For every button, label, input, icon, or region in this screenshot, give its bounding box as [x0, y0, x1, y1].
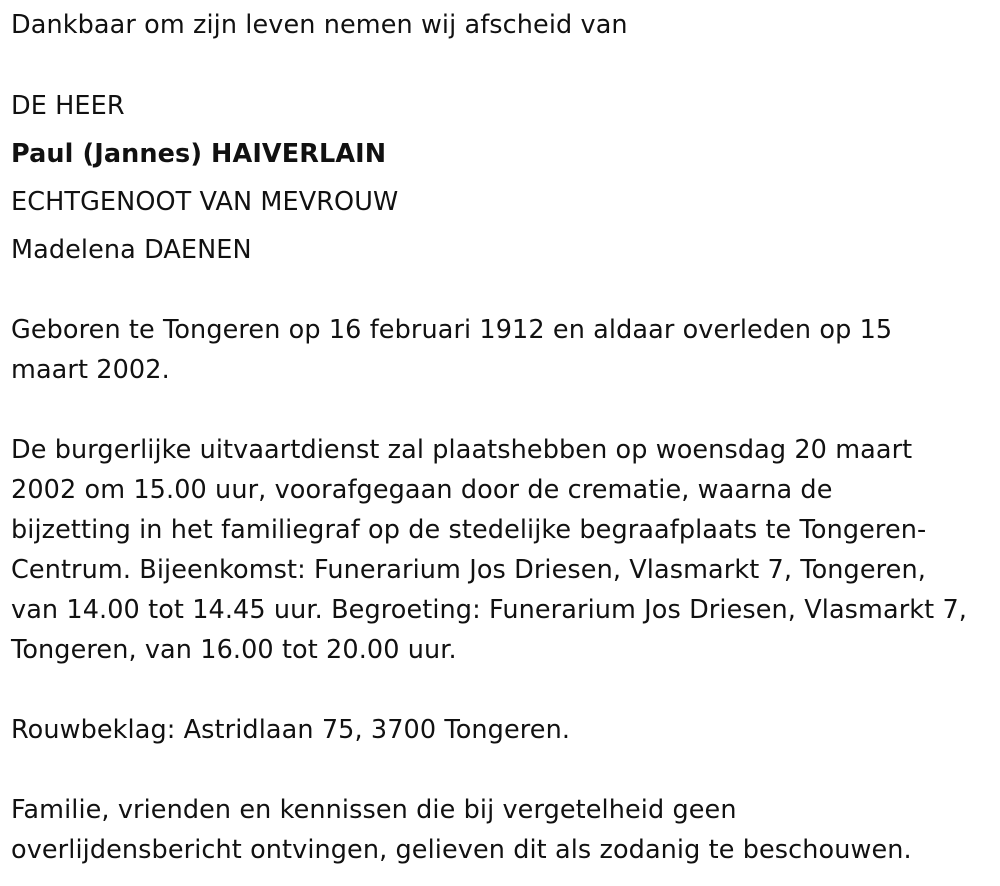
paragraph-line: bijzetting in het familiegraf op de stedelijke begraafplaats te Tongeren-: [11, 515, 927, 545]
paragraph-line: Centrum. Bijeenkomst: Funerarium Jos Driesen, Vlasmarkt 7, Tongeren,: [11, 555, 926, 585]
paragraph-line: Geboren te Tongeren op 16 februari 1912 en aldaar overleden op 15: [11, 315, 893, 345]
closing-paragraph: [11, 790, 912, 870]
spouse-name: Madelena DAENEN: [11, 235, 252, 265]
spouse-label: ECHTGENOOT VAN MEVROUW: [11, 187, 399, 217]
birth-death-paragraph: [11, 310, 892, 390]
paragraph-line: overlijdensbericht ontvingen, gelieven dit als zodanig te beschouwen.: [11, 835, 912, 865]
honorific: DE HEER: [11, 91, 125, 121]
paragraph-line: 2002 om 15.00 uur, voorafgegaan door de crematie, waarna de: [11, 475, 833, 505]
paragraph-line: van 14.00 tot 14.45 uur. Begroeting: Funerarium Jos Driesen, Vlasmarkt 7,: [11, 595, 968, 625]
paragraph-line: maart 2002.: [11, 355, 170, 385]
paragraph-line: Tongeren, van 16.00 tot 20.00 uur.: [11, 635, 457, 665]
paragraph-line: De burgerlijke uitvaartdienst zal plaatshebben op woensdag 20 maart: [11, 435, 913, 465]
intro-text: Dankbaar om zijn leven nemen wij afscheid van: [11, 10, 628, 40]
service-paragraph: [11, 430, 967, 670]
deceased-name: Paul (Jannes) HAIVERLAIN: [11, 139, 387, 169]
paragraph-line: Familie, vrienden en kennissen die bij vergetelheid geen: [11, 795, 737, 825]
condolences-address: Rouwbeklag: Astridlaan 75, 3700 Tongeren.: [11, 715, 571, 745]
